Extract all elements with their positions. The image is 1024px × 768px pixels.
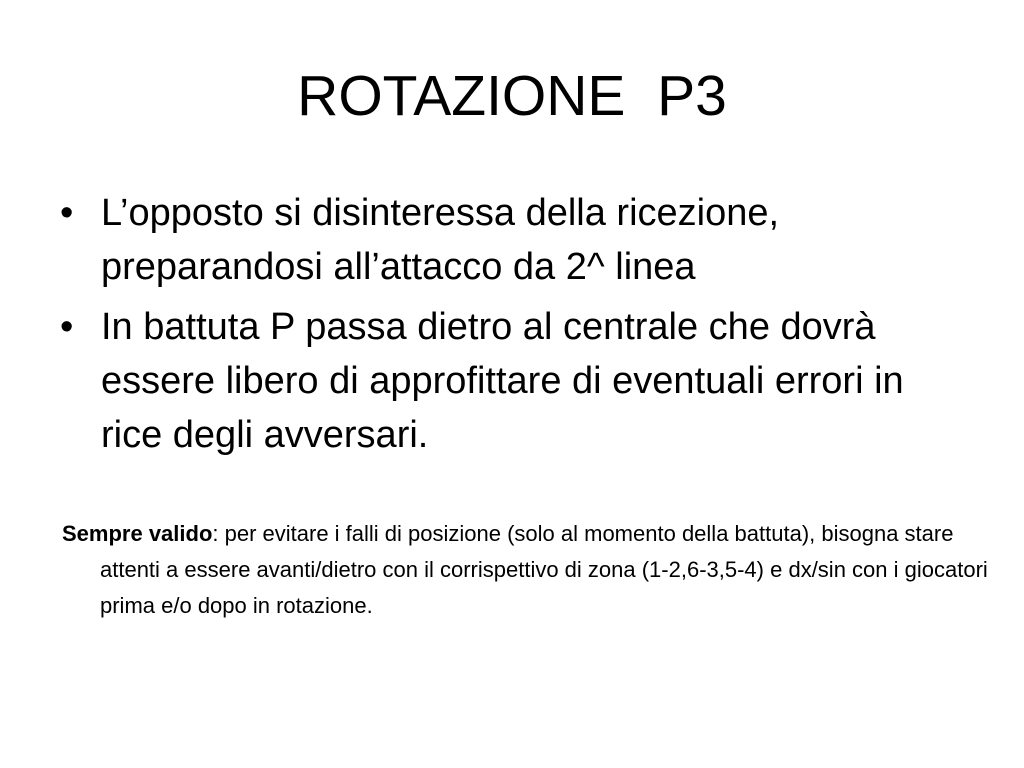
- note-text: : per evitare i falli di posizione (solo al momento della battuta), bisogna stare attenti a essere avanti/dietro con il corrispettivo di zona (1-2,6-3,5-4) e dx/sin con i giocatori prima e/o dopo in rotazione.: [100, 521, 988, 618]
- bullet-dot-icon: •: [60, 306, 74, 348]
- bullet-item: [60, 300, 960, 462]
- bullet-text: L’opposto si disinteressa della ricezione, preparandosi all’attacco da 2^ linea: [101, 192, 780, 288]
- note-paragraph: [62, 516, 1000, 624]
- slide-title: ROTAZIONE P3: [297, 64, 727, 128]
- bullet-item: [60, 186, 960, 294]
- bullet-list: [60, 186, 960, 468]
- bullet-text: In battuta P passa dietro al centrale che dovrà essere libero di approfittare di eventuali errori in rice degli avversari.: [101, 306, 904, 456]
- note-label: Sempre valido: [62, 521, 213, 546]
- bullet-dot-icon: •: [60, 192, 74, 234]
